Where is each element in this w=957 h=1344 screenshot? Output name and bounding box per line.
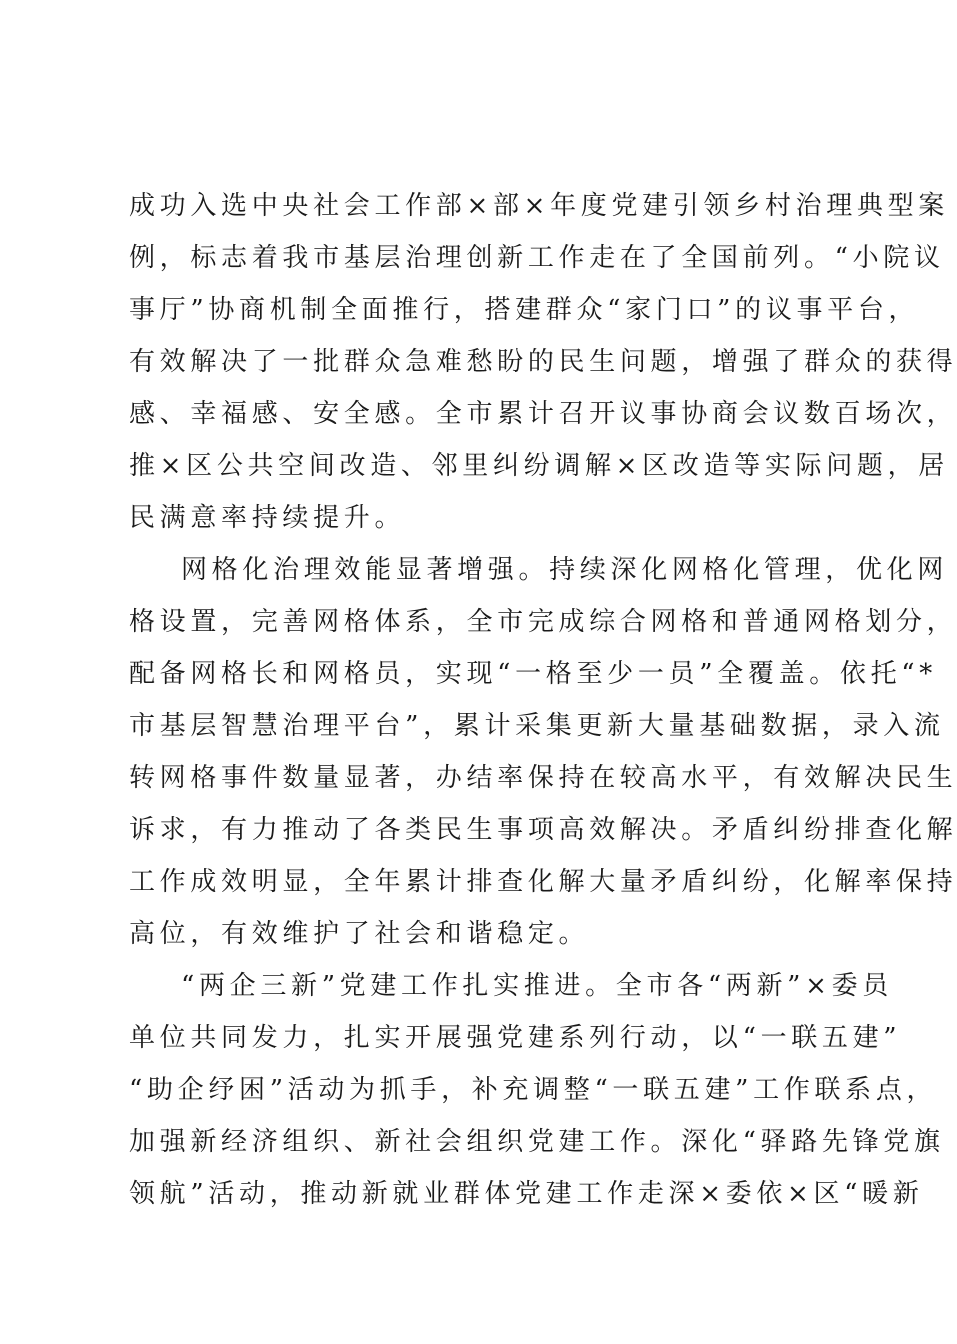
document-body bbox=[129, 180, 957, 1220]
paragraph-3 bbox=[129, 960, 945, 1220]
text-line: 转网格事件数量显著，办结率保持在较高水平，有效解决民生 bbox=[129, 763, 957, 793]
text-line: 市基层智慧治理平台”，累计采集更新大量基础数据，录入流 bbox=[129, 711, 945, 741]
text-line: 配备网格长和网格员，实现“一格至少一员”全覆盖。依托“* bbox=[129, 659, 937, 689]
text-line: 网格化治理效能显著增强。持续深化网格化管理，优化网 bbox=[181, 555, 949, 585]
text-line: 加强新经济组织、新社会组织党建工作。深化“驿路先锋党旗 bbox=[129, 1127, 945, 1157]
text-line: 例，标志着我市基层治理创新工作走在了全国前列。“小院议 bbox=[129, 243, 945, 273]
text-line: 单位共同发力，扎实开展强党建系列行动，以“一联五建” bbox=[129, 1023, 902, 1053]
text-line: 感、幸福感、安全感。全市累计召开议事协商会议数百场次， bbox=[129, 399, 957, 429]
text-line: 诉求，有力推动了各类民生事项高效解决。矛盾纠纷排查化解 bbox=[129, 815, 957, 845]
text-line: “两企三新”党建工作扎实推进。全市各“两新”×委员 bbox=[181, 971, 893, 1001]
text-line: “助企纾困”活动为抓手，补充调整“一联五建”工作联系点， bbox=[129, 1075, 938, 1105]
text-line: 工作成效明显，全年累计排查化解大量矛盾纠纷，化解率保持 bbox=[129, 867, 957, 897]
text-line: 成功入选中央社会工作部×部×年度党建引领乡村治理典型案 bbox=[129, 191, 949, 221]
text-line: 有效解决了一批群众急难愁盼的民生问题，增强了群众的获得 bbox=[129, 347, 957, 377]
paragraph-2 bbox=[129, 544, 957, 960]
text-line: 领航”活动，推动新就业群体党建工作走深×委依×区“暖新 bbox=[129, 1179, 924, 1209]
text-line: 事厅”协商机制全面推行，搭建群众“家门口”的议事平台， bbox=[129, 295, 920, 325]
text-line: 高位，有效维护了社会和谐稳定。 bbox=[129, 919, 590, 949]
text-line: 格设置，完善网格体系，全市完成综合网格和普通网格划分， bbox=[129, 607, 957, 637]
paragraph-1 bbox=[129, 180, 957, 544]
text-line: 民满意率持续提升。 bbox=[129, 503, 406, 533]
text-line: 推×区公共空间改造、邻里纠纷调解×区改造等实际问题，居 bbox=[129, 451, 949, 481]
